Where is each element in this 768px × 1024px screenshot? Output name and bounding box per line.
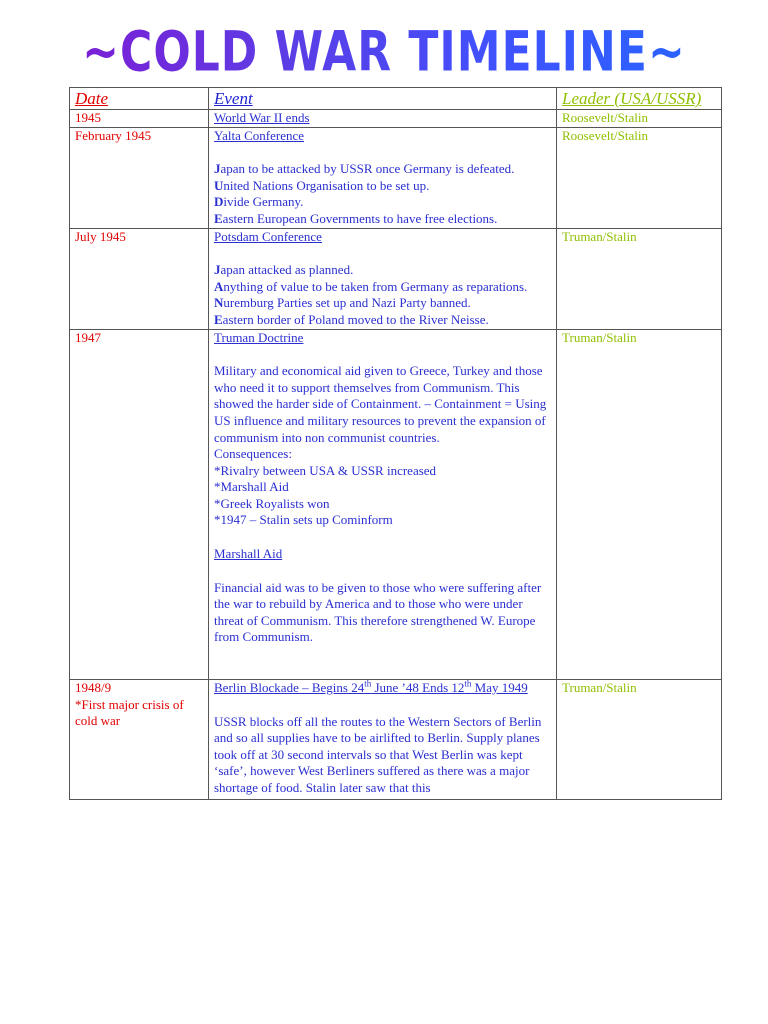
leader-cell: Truman/Stalin [557, 680, 722, 800]
event-body: USSR blocks off all the routes to the Western Sectors of Berlin and so all supplies have to be airlifted to Berlin. Supply planes took off at 30 second intervals so that West Berlin was kept ‘safe’, however West Berliners suffered as there was a major shortage of food. Stalin later saw that this [214, 713, 542, 795]
event-title: World War II ends [214, 110, 310, 125]
date-cell: July 1945 [70, 228, 209, 329]
event-point: Eastern border of Poland moved to the River Neisse. [214, 311, 489, 327]
consequence-item: *1947 – Stalin sets up Cominform [214, 512, 393, 528]
consequence-item: *Marshall Aid [214, 479, 289, 495]
event-point: Divide Germany. [214, 194, 304, 210]
event-cell [209, 228, 557, 329]
consequences-label: Consequences: [214, 446, 292, 462]
event-cell [209, 127, 557, 228]
date-cell: 1947 [70, 329, 209, 680]
table-row [70, 228, 722, 329]
event-title: Berlin Blockade – Begins 24th June ’48 Ends 12th May 1949 [214, 678, 528, 696]
event-point: Anything of value to be taken from Germany as reparations. [214, 278, 528, 294]
page-title: ~COLD WAR TIMELINE~ [82, 14, 686, 92]
date-note: *First major crisis of cold war [75, 696, 184, 729]
event-point: Japan to be attacked by USSR once Germany is defeated. [214, 161, 515, 177]
header-row [70, 88, 722, 110]
date-value: 1948/9 [75, 680, 112, 696]
event-point: Nuremburg Parties set up and Nazi Party banned. [214, 295, 471, 311]
table-row [70, 110, 722, 128]
table-row [70, 329, 722, 680]
title-container [0, 14, 768, 84]
event-cell [209, 329, 557, 680]
event-title: Truman Doctrine [214, 329, 304, 345]
leader-cell: Roosevelt/Stalin [557, 127, 722, 228]
event-cell [209, 110, 557, 128]
event-point: Eastern European Governments to have free elections. [214, 210, 498, 226]
event-title: Potsdam Conference [214, 228, 322, 244]
header-leader: Leader (USA/USSR) [557, 88, 722, 110]
table-row [70, 127, 722, 228]
event-body: Military and economical aid given to Greece, Turkey and those who need it to support themselves from Communism. This showed the harder side of Containment. – Containment = Using US influence and military resources to prevent the expansion of communism into non communist countries. [214, 363, 547, 445]
date-cell: 1945 [70, 110, 209, 128]
header-date: Date [70, 88, 209, 110]
event-cell [209, 680, 557, 800]
timeline-table [69, 87, 722, 800]
consequence-item: *Greek Royalists won [214, 495, 330, 511]
table-row [70, 680, 722, 800]
date-cell: February 1945 [70, 127, 209, 228]
sub-event-body: Financial aid was to be given to those who were suffering after the war to rebuild by America and to those who were under threat of Communism. This therefore strengthened W. Europe from Communism. [214, 579, 542, 645]
event-point: Japan attacked as planned. [214, 262, 354, 278]
leader-cell: Roosevelt/Stalin [557, 110, 722, 128]
date-cell [70, 680, 209, 800]
header-event: Event [209, 88, 557, 110]
sub-event-title: Marshall Aid [214, 546, 283, 562]
event-title: Yalta Conference [214, 127, 305, 143]
consequence-item: *Rivalry between USA & USSR increased [214, 462, 437, 478]
leader-cell: Truman/Stalin [557, 228, 722, 329]
leader-cell: Truman/Stalin [557, 329, 722, 680]
event-point: United Nations Organisation to be set up. [214, 177, 430, 193]
